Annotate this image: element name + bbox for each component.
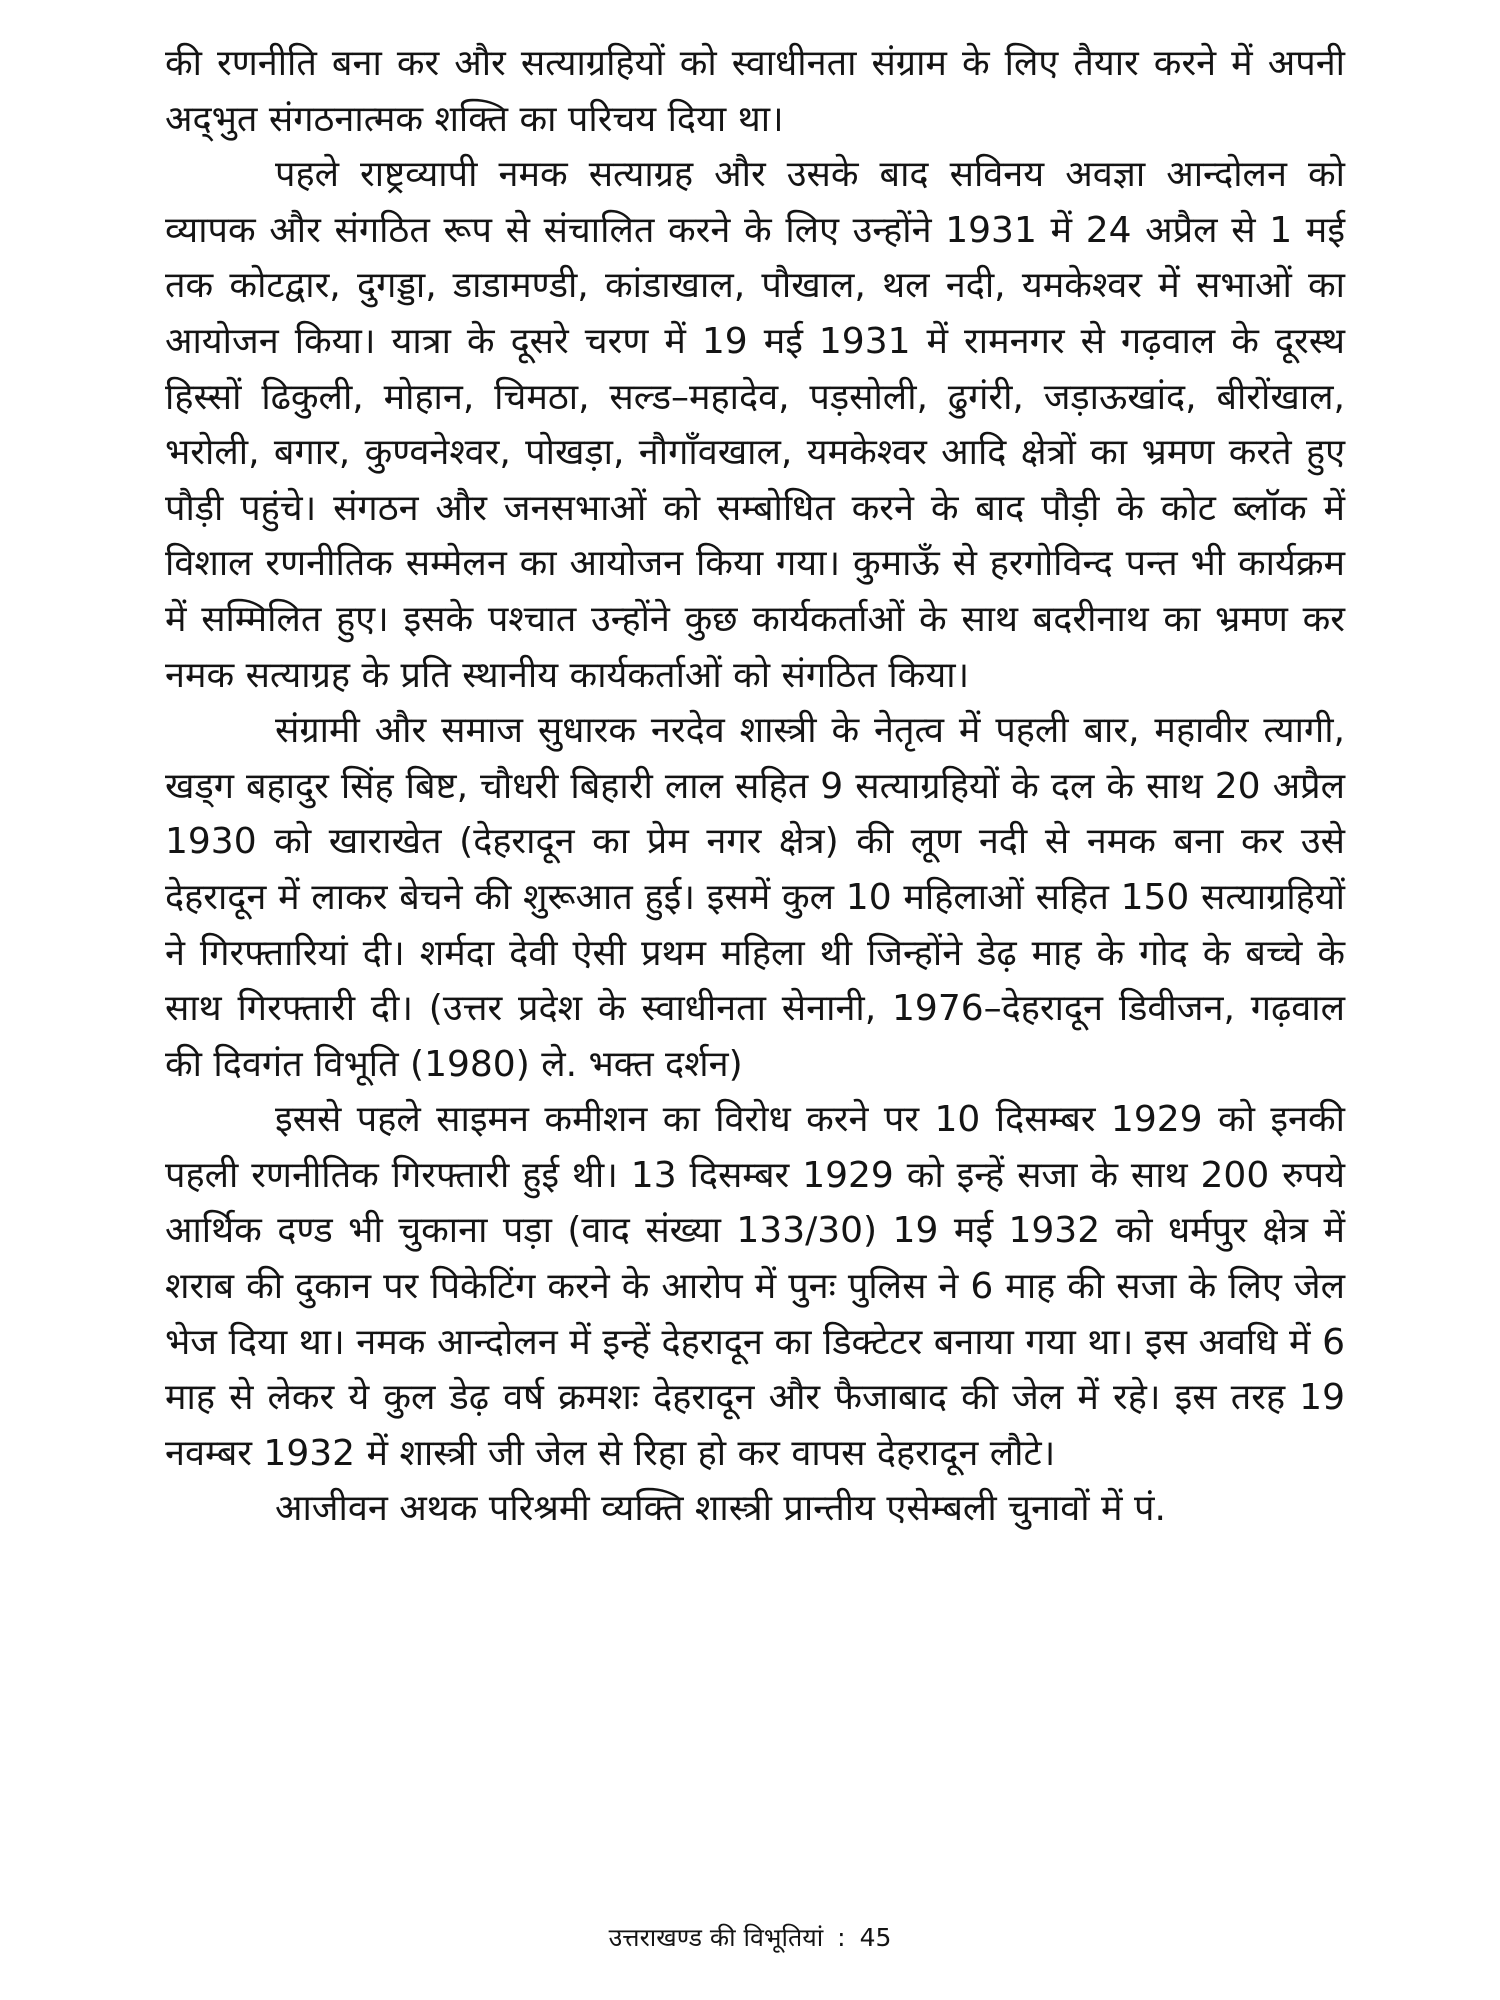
paragraph-arrests: इससे पहले साइमन कमीशन का विरोध करने पर 10 दिसम्बर 1929 को इनकी पहली रणनीतिक गिरफ्तारी हुई थी। 13 दिसम्बर 1929 को इन्हें सजा के साथ 200 रुपये आर्थिक दण्ड भी चुकाना पड़ा (वाद संख्या 133/30) 19 मई 1932 को धर्मपुर क्षेत्र में शराब की दुकान पर पिकेटिंग करने के आरोप में पुनः पुलिस ने 6 माह की सजा के लिए जेल भेज दिया था। नमक आन्दोलन में इन्हें देहरादून का डिक्टेटर बनाया गया था। इस अवधि में 6 माह से लेकर ये कुल डेढ़ वर्ष क्रमशः देहरादून और फैजाबाद की जेल में रहे। इस तरह 19 नवम्बर 1932 में शास्त्री जी जेल से रिहा हो कर वापस देहरादून लौटे।	[165, 1099, 1345, 1474]
footer-separator: :	[837, 1923, 846, 1952]
paragraph-continuation: की रणनीति बना कर और सत्याग्रहियों को स्वाधीनता संग्राम के लिए तैयार करने में अपनी अद्‌भुत संगठनात्मक शक्ति का परिचय दिया था।	[165, 43, 1345, 140]
paragraph-assembly-elections: आजीवन अथक परिश्रमी व्यक्ति शास्त्री प्रान्तीय एसेम्बली चुनावों में पं.	[275, 1488, 1166, 1530]
page-number: 45	[859, 1923, 892, 1952]
paragraph-salt-satyagraha-tour: पहले राष्ट्रव्यापी नमक सत्याग्रह और उसके बाद सविनय अवज्ञा आन्दोलन को व्यापक और संगठित रूप से संचालित करने के लिए उन्होंने 1931 में 24 अप्रैल से 1 मई तक कोटद्वार, दुगड्डा, डाडामण्डी, कांडाखाल, पौखाल, थल नदी, यमकेश्वर में सभाओं का आयोजन किया। यात्रा के दूसरे चरण में 19 मई 1931 में रामनगर से गढ़वाल के दूरस्थ हिस्सों ढिकुली, मोहान, चिमठा, सल्ड–महादेव, पड़सोली, ढुगंरी, जड़ाऊखांद, बीरोंखाल, भरोली, बगार, कुण्वनेश्वर, पोखड़ा, नौगाँवखाल, यमकेश्वर आदि क्षेत्रों का भ्रमण करते हुए पौड़ी पहुंचे। संगठन और जनसभाओं को सम्बोधित करने के बाद पौड़ी के कोट ब्लॉक में विशाल रणनीतिक सम्मेलन का आयोजन किया गया। कुमाऊँ से हरगोविन्द पन्त भी कार्यक्रम में सम्मिलित हुए। इसके पश्चात उन्होंने कुछ कार्यकर्ताओं के साथ बदरीनाथ का भ्रमण कर नमक सत्याग्रह के प्रति स्थानीय कार्यकर्ताओं को संगठित किया।	[165, 154, 1345, 696]
body-text	[165, 36, 1345, 1537]
page-footer	[0, 1921, 1500, 1955]
footer-book-title: उत्तराखण्ड की विभूतियां	[608, 1923, 824, 1952]
paragraph-kharakhet-salt-making: संग्रामी और समाज सुधारक नरदेव शास्त्री के नेतृत्व में पहली बार, महावीर त्यागी, खड्ग बहादुर सिंह बिष्ट, चौधरी बिहारी लाल सहित 9 सत्याग्रहियों के दल के साथ 20 अप्रैल 1930 को खाराखेत (देहरादून का प्रेम नगर क्षेत्र) की लूण नदी से नमक बना कर उसे देहरादून में लाकर बेचने की शुरूआत हुई। इसमें कुल 10 महिलाओं सहित 150 सत्याग्रहियों ने गिरफ्तारियां दी। शर्मदा देवी ऐसी प्रथम महिला थी जिन्होंने डेढ़ माह के गोद के बच्चे के साथ गिरफ्तारी दी। (उत्तर प्रदेश के स्वाधीनता सेनानी, 1976–देहरादून डिवीजन, गढ़वाल की दिवगंत विभूति (1980) ले. भक्त दर्शन)	[165, 710, 1345, 1085]
